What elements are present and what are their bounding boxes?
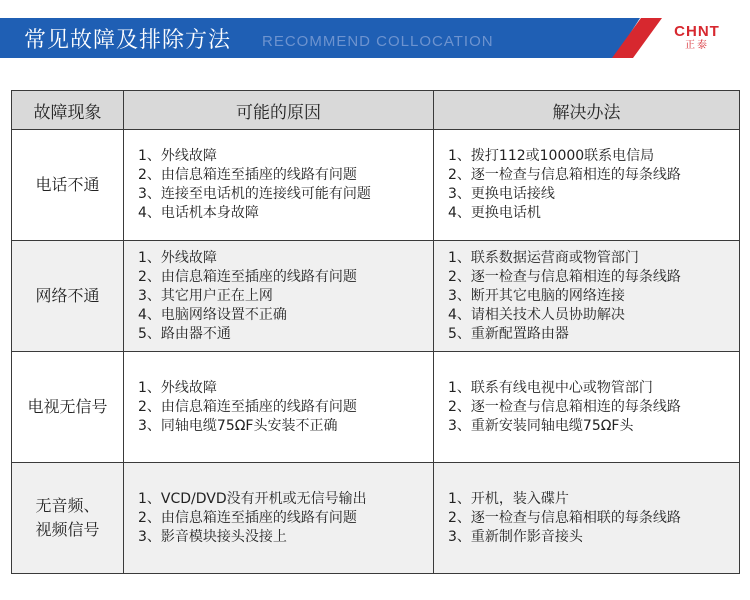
solution-item: 1、联系数据运营商或物管部门 [448,249,639,266]
cause-item: 1、VCD/DVD没有开机或无信号输出 [138,490,367,507]
cause-item: 2、由信息箱连至插座的线路有问题 [138,167,357,183]
troubleshooting-table [11,90,740,574]
symptom-cell [12,463,124,574]
solution-item: 3、断开其它电脑的网络连接 [448,287,625,304]
cause-item: 2、由信息箱连至插座的线路有问题 [138,398,357,415]
table-row [12,463,740,574]
causes-cell [124,352,434,463]
table-row [12,241,740,352]
header-symptom: 故障现象 [12,91,124,130]
cause-item: 2、由信息箱连至插座的线路有问题 [138,509,357,526]
solution-item: 5、重新配置路由器 [448,325,569,342]
brand-logo [665,24,729,56]
solutions-cell [434,463,740,574]
solutions-cell [434,352,740,463]
table-row [12,352,740,463]
cause-item: 3、其它用户正在上网 [138,287,273,304]
cause-item: 3、同轴电缆75ΩF头安装不正确 [138,417,338,434]
causes-cell [124,463,434,574]
cause-item: 4、电话机本身故障 [138,205,259,221]
solution-item: 1、拨打112或10000联系电信局 [448,148,655,164]
symptom-line: 视频信号 [35,520,100,539]
cause-item: 3、影音模块接头没接上 [138,528,287,545]
header-solutions: 解决办法 [434,91,740,130]
page-subtitle: RECOMMEND COLLOCATION [262,33,494,50]
causes-cell [124,130,434,241]
header-causes: 可能的原因 [124,91,434,130]
solution-item: 2、逐一检查与信息箱相联的每条线路 [448,509,681,526]
cause-item: 2、由信息箱连至插座的线路有问题 [138,268,357,285]
causes-cell [124,241,434,352]
symptom-line: 无音频、 [35,496,100,515]
cause-item: 3、连接至电话机的连接线可能有问题 [138,186,371,202]
logo-text-chinese: 正泰 [685,40,709,51]
cause-item: 1、外线故障 [138,148,217,164]
symptom-line: 电话不通 [35,175,100,194]
table-header-row [12,91,740,130]
symptom-cell [12,130,124,241]
cause-item: 5、路由器不通 [138,325,231,342]
solution-item: 3、更换电话接线 [448,186,555,202]
solutions-cell [434,130,740,241]
page-title: 常见故障及排除方法 [24,28,232,53]
symptom-line: 电视无信号 [27,397,108,416]
symptom-line: 网络不通 [35,286,100,305]
solution-item: 1、开机，装入碟片 [448,490,569,507]
solution-item: 3、重新安装同轴电缆75ΩF头 [448,417,634,434]
solution-item: 3、重新制作影音接头 [448,528,583,545]
solution-item: 4、请相关技术人员协助解决 [448,306,625,323]
solution-item: 1、联系有线电视中心或物管部门 [448,379,653,396]
cause-item: 1、外线故障 [138,379,217,396]
logo-text-latin: CHNT [674,23,720,40]
solution-item: 2、逐一检查与信息箱相连的每条线路 [448,398,681,415]
solution-item: 4、更换电话机 [448,205,541,221]
table-row [12,130,740,241]
cause-item: 4、电脑网络设置不正确 [138,306,287,323]
solution-item: 2、逐一检查与信息箱相连的每条线路 [448,268,681,285]
solutions-cell [434,241,740,352]
cause-item: 1、外线故障 [138,249,217,266]
solution-item: 2、逐一检查与信息箱相连的每条线路 [448,167,681,183]
symptom-cell [12,352,124,463]
symptom-cell [12,241,124,352]
header-banner [0,0,750,66]
